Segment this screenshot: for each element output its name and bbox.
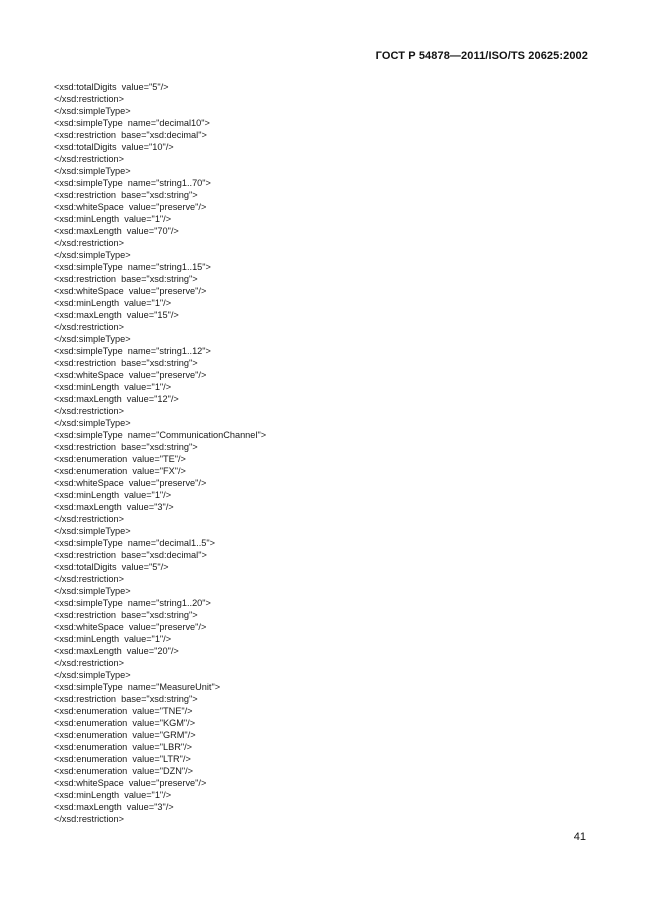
- code-line: </xsd:simpleType>: [54, 526, 131, 536]
- code-line: <xsd:enumeration value="LTR"/>: [54, 754, 191, 764]
- code-line: <xsd:restriction base="xsd:string">: [54, 190, 198, 200]
- code-line: </xsd:restriction>: [54, 514, 124, 524]
- code-line: <xsd:restriction base="xsd:string">: [54, 610, 198, 620]
- code-line: <xsd:whiteSpace value="preserve"/>: [54, 778, 207, 788]
- code-line: <xsd:simpleType name="string1..15">: [54, 262, 211, 272]
- code-line: <xsd:maxLength value="15"/>: [54, 310, 179, 320]
- code-line: <xsd:whiteSpace value="preserve"/>: [54, 286, 207, 296]
- code-line: </xsd:restriction>: [54, 322, 124, 332]
- code-line: </xsd:simpleType>: [54, 106, 131, 116]
- code-line: <xsd:maxLength value="20"/>: [54, 646, 179, 656]
- code-line: <xsd:minLength value="1"/>: [54, 214, 172, 224]
- code-line: <xsd:simpleType name="decimal1..5">: [54, 538, 216, 548]
- code-line: </xsd:restriction>: [54, 238, 124, 248]
- code-line: </xsd:simpleType>: [54, 418, 131, 428]
- code-line: <xsd:minLength value="1"/>: [54, 298, 172, 308]
- code-line: <xsd:enumeration value="GRM"/>: [54, 730, 196, 740]
- code-line: </xsd:restriction>: [54, 154, 124, 164]
- code-line: <xsd:totalDigits value="5"/>: [54, 562, 169, 572]
- code-line: <xsd:whiteSpace value="preserve"/>: [54, 202, 207, 212]
- code-line: </xsd:simpleType>: [54, 334, 131, 344]
- code-line: <xsd:restriction base="xsd:string">: [54, 274, 198, 284]
- code-line: <xsd:whiteSpace value="preserve"/>: [54, 370, 207, 380]
- code-line: <xsd:minLength value="1"/>: [54, 490, 172, 500]
- code-line: </xsd:simpleType>: [54, 670, 131, 680]
- code-line: <xsd:enumeration value="TE"/>: [54, 454, 186, 464]
- code-line: <xsd:restriction base="xsd:string">: [54, 694, 198, 704]
- code-line: </xsd:restriction>: [54, 814, 124, 824]
- code-line: <xsd:simpleType name="CommunicationChannel">: [54, 430, 267, 440]
- code-line: <xsd:enumeration value="FX"/>: [54, 466, 186, 476]
- code-line: <xsd:minLength value="1"/>: [54, 382, 172, 392]
- code-line: <xsd:maxLength value="3"/>: [54, 802, 174, 812]
- xml-schema-code-block: [54, 81, 266, 825]
- code-line: </xsd:restriction>: [54, 574, 124, 584]
- code-line: <xsd:maxLength value="12"/>: [54, 394, 179, 404]
- code-line: </xsd:restriction>: [54, 406, 124, 416]
- code-line: <xsd:enumeration value="LBR"/>: [54, 742, 193, 752]
- code-line: <xsd:maxLength value="70"/>: [54, 226, 179, 236]
- code-line: <xsd:totalDigits value="10"/>: [54, 142, 174, 152]
- standard-title-header: ГОСТ Р 54878—2011/ISO/TS 20625:2002: [375, 50, 588, 62]
- page-number: 41: [573, 831, 586, 843]
- code-line: <xsd:minLength value="1"/>: [54, 634, 172, 644]
- code-line: <xsd:maxLength value="3"/>: [54, 502, 174, 512]
- code-line: <xsd:restriction base="xsd:string">: [54, 358, 198, 368]
- code-line: <xsd:simpleType name="string1..20">: [54, 598, 211, 608]
- code-line: <xsd:simpleType name="string1..70">: [54, 178, 211, 188]
- code-line: <xsd:enumeration value="TNE"/>: [54, 706, 193, 716]
- code-line: </xsd:restriction>: [54, 658, 124, 668]
- code-line: <xsd:restriction base="xsd:string">: [54, 442, 198, 452]
- code-line: </xsd:simpleType>: [54, 586, 131, 596]
- code-line: <xsd:simpleType name="MeasureUnit">: [54, 682, 221, 692]
- code-line: <xsd:whiteSpace value="preserve"/>: [54, 478, 207, 488]
- code-line: <xsd:enumeration value="DZN"/>: [54, 766, 194, 776]
- code-line: <xsd:totalDigits value="5"/>: [54, 82, 169, 92]
- code-line: <xsd:simpleType name="decimal10">: [54, 118, 210, 128]
- code-line: <xsd:simpleType name="string1..12">: [54, 346, 211, 356]
- code-line: <xsd:restriction base="xsd:decimal">: [54, 130, 207, 140]
- code-line: <xsd:enumeration value="KGM"/>: [54, 718, 196, 728]
- code-line: <xsd:minLength value="1"/>: [54, 790, 172, 800]
- code-line: <xsd:restriction base="xsd:decimal">: [54, 550, 207, 560]
- code-line: <xsd:whiteSpace value="preserve"/>: [54, 622, 207, 632]
- code-line: </xsd:restriction>: [54, 94, 124, 104]
- code-line: </xsd:simpleType>: [54, 166, 131, 176]
- code-line: </xsd:simpleType>: [54, 250, 131, 260]
